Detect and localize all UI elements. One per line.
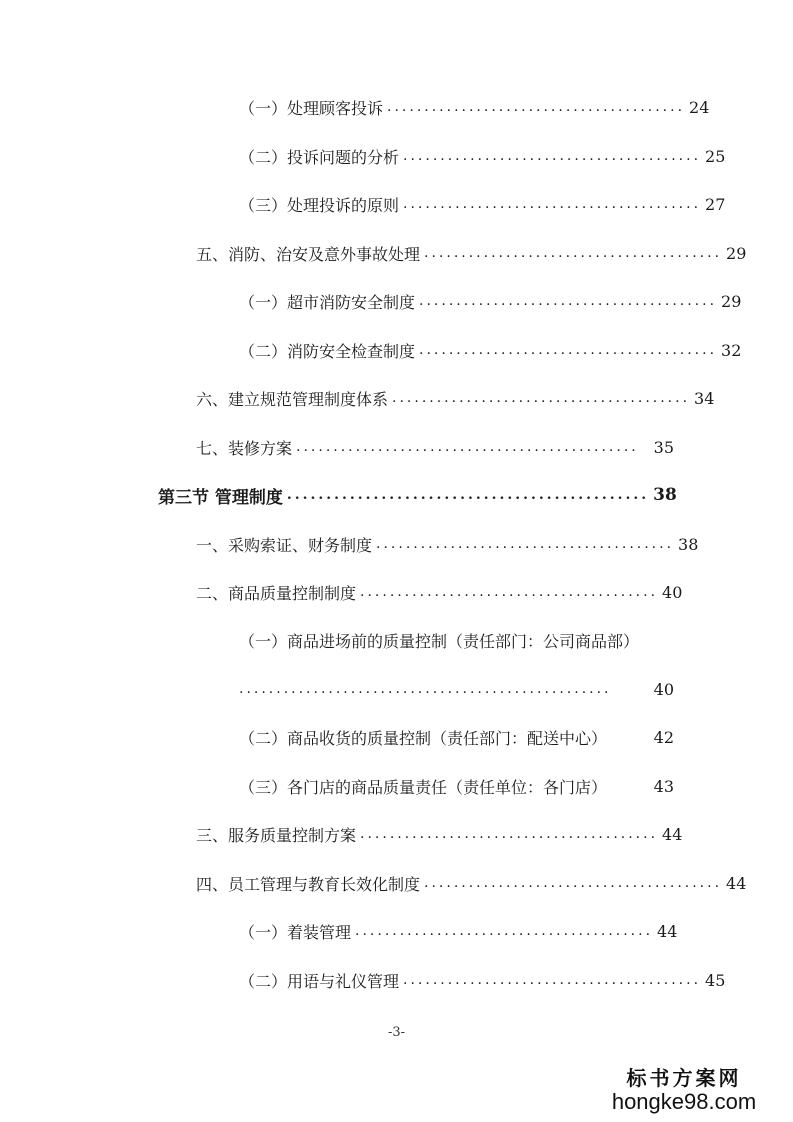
watermark-url-text: hongke98.com: [611, 1089, 757, 1114]
toc-entry[interactable]: [239, 337, 742, 363]
toc-entry[interactable]: [239, 288, 742, 314]
toc-entry[interactable]: [196, 821, 683, 847]
toc-page-number: 25: [705, 146, 726, 166]
toc-entry[interactable]: [239, 191, 726, 217]
toc-page-number: 40: [653, 679, 674, 699]
toc-page-number: 44: [726, 873, 747, 893]
toc-entry-title: 一、采购索证、财务制度: [196, 535, 373, 555]
toc-entry[interactable]: [196, 531, 699, 557]
toc-entry-title: 五、消防、治安及意外事故处理: [196, 244, 421, 264]
toc-entry[interactable]: [239, 967, 726, 993]
toc-entry[interactable]: [196, 870, 747, 896]
toc-dot-leader: ........................................: [424, 245, 723, 261]
toc-page-number: 24: [689, 97, 710, 117]
toc-page-number: 42: [653, 727, 674, 747]
toc-entry-title: 四、员工管理与教育长效化制度: [196, 874, 421, 894]
toc-page-number: 38: [678, 534, 699, 554]
toc-page-number: 38: [653, 485, 677, 505]
toc-page-number: 34: [694, 388, 715, 408]
toc-entry-title: 七、装修方案: [196, 438, 293, 458]
toc-page-number: 43: [653, 776, 674, 796]
toc-entry-title: （一）处理顾客投诉: [239, 98, 384, 118]
toc-entry[interactable]: [239, 724, 674, 750]
toc-dot-leader: ........................................: [355, 923, 654, 939]
toc-entry[interactable]: [239, 918, 678, 944]
toc-entry-title: 二、商品质量控制制度: [196, 583, 357, 603]
toc-dot-leader: ..................................................: [239, 681, 612, 697]
toc-dot-leader: ........................................: [403, 148, 702, 164]
toc-page-number: 35: [653, 437, 674, 457]
toc-entry[interactable]: [196, 385, 715, 411]
toc-entry[interactable]: [239, 94, 710, 120]
toc-page-number: 40: [662, 582, 683, 602]
toc-entry[interactable]: [239, 143, 726, 169]
toc-dot-leader: ........................................: [424, 875, 723, 891]
toc-page-number: 29: [721, 291, 742, 311]
toc-entry-title: （二）投诉问题的分析: [239, 147, 400, 167]
toc-entry-title: 三、服务质量控制方案: [196, 825, 357, 845]
toc-entry-title: （一）着装管理: [239, 922, 352, 942]
watermark-brand-text: 标书方案网: [626, 1066, 742, 1090]
watermark-logo[interactable]: [589, 1066, 779, 1114]
toc-page-number: 44: [657, 921, 678, 941]
toc-entry-title: （二）用语与礼仪管理: [239, 971, 400, 991]
toc-entry[interactable]: [196, 434, 674, 460]
toc-dot-leader: ..............................................: [296, 439, 639, 455]
toc-entry-title: （二）消防安全检查制度: [239, 341, 416, 361]
toc-dot-leader: ........................................: [376, 536, 675, 552]
toc-entry-title: （三）各门店的商品质量责任（责任单位：各门店）: [239, 777, 608, 797]
toc-page-number: 32: [721, 340, 742, 360]
toc-page-number: 44: [662, 824, 683, 844]
toc-dot-leader: ........................................: [387, 99, 686, 115]
toc-dot-leader: ........................................: [419, 293, 718, 309]
toc-entry-title: （三）处理投诉的原则: [239, 195, 400, 215]
page-number-footer: -3-: [387, 1025, 406, 1040]
toc-dot-leader: ........................................: [403, 196, 702, 212]
toc-page-number: 45: [705, 970, 726, 990]
toc-dot-leader: ........................................: [360, 584, 659, 600]
toc-entry[interactable]: [196, 240, 747, 266]
toc-entry-title: （一）超市消防安全制度: [239, 292, 416, 312]
toc-section-title: 第三节 管理制度: [158, 487, 283, 508]
toc-entry[interactable]: [239, 773, 674, 799]
toc-dot-leader: ........................................: [419, 342, 718, 358]
toc-dot-leader: ..............................................: [286, 487, 650, 503]
toc-dot-leader: ........................................: [392, 390, 691, 406]
toc-entry-continuation[interactable]: [239, 676, 674, 702]
toc-dot-leader: ........................................: [360, 826, 659, 842]
toc-entry[interactable]: [196, 579, 683, 605]
toc-entry-title: （一）商品进场前的质量控制（责任部门：公司商品部）: [239, 631, 640, 651]
toc-section-entry[interactable]: [158, 482, 677, 508]
toc-page-number: 27: [705, 194, 726, 214]
toc-entry-title: 六、建立规范管理制度体系: [196, 389, 389, 409]
toc-dot-leader: ........................................: [403, 972, 702, 988]
toc-entry[interactable]: [239, 627, 674, 653]
toc-page-number: 29: [726, 243, 747, 263]
toc-entry-title: （二）商品收货的质量控制（责任部门：配送中心）: [239, 728, 608, 748]
